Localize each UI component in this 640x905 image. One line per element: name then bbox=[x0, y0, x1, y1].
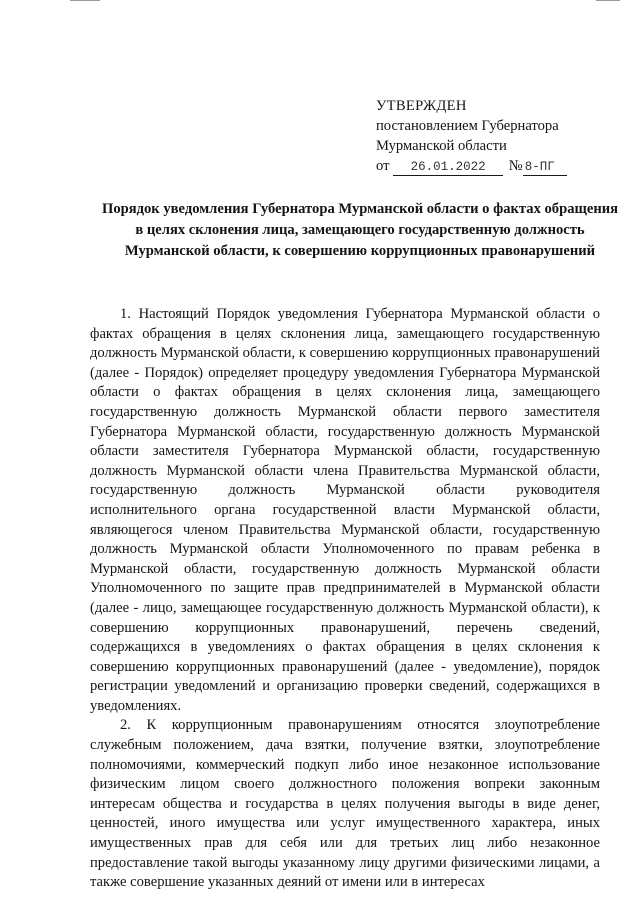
paragraph-2: 2. К коррупционным правонарушениям относятся злоупотребление служебным положением, дача взятки, получение взятки, злоупотребление полномочиями, коммерческий подкуп либо иное незаконное использование физическим лицом своего должностного положения вопреки законным интересам общества и государства в целях получения выгоды в виде денег, ценностей, иного имущества или услуг имущественного характера, иных имущественных прав для себя или для третьих лиц либо незаконное предоставление такой выгоды указанному лицу другими физическими лицами, а также совершение указанных деяний от имени или в интересах bbox=[90, 717, 600, 891]
approval-date-row bbox=[376, 156, 626, 176]
approval-stamp bbox=[376, 96, 626, 176]
approval-line-2: Мурманской области bbox=[376, 138, 507, 154]
approval-date: 26.01.2022 bbox=[393, 159, 503, 176]
date-prefix: от bbox=[376, 158, 390, 174]
number-sign: № bbox=[508, 158, 523, 174]
document-body bbox=[90, 305, 600, 893]
scan-edge-mark bbox=[596, 0, 620, 1]
approval-line-1: постановлением Губернатора bbox=[376, 118, 559, 134]
paragraph-1: 1. Настоящий Порядок уведомления Губернатора Мурманской области о фактах обращения в целях склонения лица, замещающего государственную должность Мурманской области, к совершению коррупционных правонарушений (далее - Порядок) определяет процедуру уведомления Губернатора Мурманской области о фактах обращения в целях склонения лица, замещающего государственную должность Мурманской области первого заместителя Губернатора Мурманской области, государственную должность Мурманской области заместителя Губернатора Мурманской области, государственную должность Мурманской области члена Правительства Мурманской области, государственную должность Мурманской области руководителя исполнительного органа государственной власти Мурманской области, являющегося членом Правительства Мурманской области, государственную должность Мурманской области Уполномоченного по правам ребенка в Мурманской области, государственную должность Мурманской области Уполномоченного по защите прав предпринимателей в Мурманской области (далее - лицо, замещающее государственную должность Мурманской области), к совершению коррупционных правонарушений, перечень сведений, содержащихся в уведомлениях о фактах обращения в целях склонения к совершению коррупционных правонарушений (далее - уведомление), порядок регистрации уведомлений и организацию проверки сведений, содержащихся в уведомлениях. bbox=[90, 306, 600, 714]
approval-title: УТВЕРЖДЕН bbox=[376, 98, 467, 114]
approval-number: 8-ПГ bbox=[523, 159, 567, 176]
document-title: Порядок уведомления Губернатора Мурманской области о фактах обращения в целях склонения лица, замещающего государственную должность Мурманской области, к совершению коррупционных правонарушений bbox=[101, 201, 619, 259]
scan-edge-mark bbox=[70, 0, 100, 1]
